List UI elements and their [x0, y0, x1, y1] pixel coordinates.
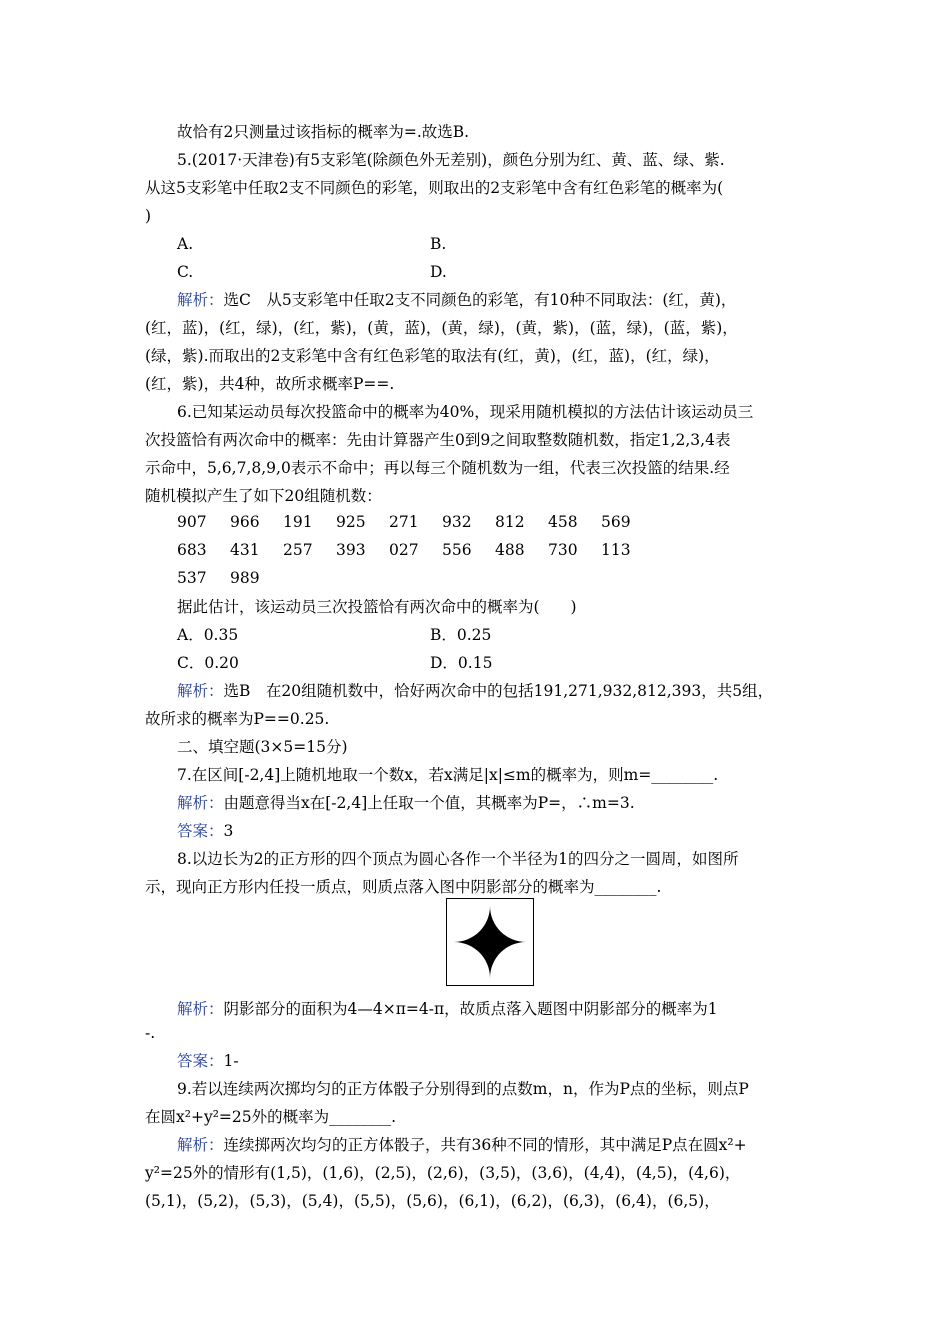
solution-label: 解析：	[177, 794, 224, 812]
question-6-stem: 6.已知某运动员每次投篮命中的概率为40%，现采用随机模拟的方法估计该运动员三	[177, 403, 754, 421]
q6-option-d: D．0.15	[430, 654, 493, 672]
question-5-stem: 5.(2017·天津卷)有5支彩笔(除颜色外无差别)，颜色分别为红、黄、蓝、绿、紫.	[177, 151, 725, 169]
answer-label: 答案：	[177, 822, 224, 840]
q5-option-a: A.	[177, 235, 194, 253]
q6-option-b: B．0.25	[430, 626, 492, 644]
random-number: 683	[177, 541, 207, 559]
solution-text: 连续掷两次均匀的正方体骰子，共有36种不同的情形，其中满足P点在圆x²+	[223, 1136, 747, 1154]
solution-label: 解析：	[177, 1136, 224, 1154]
q5-solution-line-2: (红，蓝)，(红，绿)，(红，紫)，(黄，蓝)，(黄，绿)，(黄，紫)，(蓝，绿)，(蓝，紫)，	[145, 319, 738, 337]
solution-text: 阴影部分的面积为4—4×π=4-π，故质点落入题图中阴影部分的概率为1	[223, 1000, 718, 1018]
q9-solution-line	[177, 1135, 747, 1155]
q5-solution-line	[177, 290, 736, 310]
solution-text: 选C 从5支彩笔中任取2支不同颜色的彩笔，有10种不同取法：(红，黄)，	[223, 291, 737, 309]
q8-solution-line	[177, 999, 718, 1019]
question-5-stem-cont: 从这5支彩笔中任取2支不同颜色的彩笔，则取出的2支彩笔中含有红色彩笔的概率为(	[145, 179, 724, 197]
random-number: 537	[177, 569, 207, 587]
random-number: 812	[495, 513, 525, 531]
random-number-row	[177, 513, 654, 531]
answer-label: 答案：	[177, 1052, 224, 1070]
random-number: 966	[230, 513, 260, 531]
section-heading: 二、填空题(3×5=15分)	[177, 738, 348, 756]
question-6-stem-2: 次投篮恰有两次命中的概率：先由计算器产生0到9之间取整数随机数，指定1,2,3,4表	[145, 431, 731, 449]
q7-answer-line	[177, 821, 233, 841]
question-6-stem-4: 随机模拟产生了如下20组随机数：	[145, 487, 382, 505]
question-5-paren: )	[145, 207, 152, 225]
answer-text: 1-	[223, 1052, 239, 1070]
q5-option-c: C.	[177, 263, 194, 281]
q6-option-c: C．0.20	[177, 654, 239, 672]
answer-text: 3	[223, 822, 234, 840]
solution-text: 选B 在20组随机数中，恰好两次命中的包括191,271,932,812,393，共5组，	[223, 682, 774, 700]
random-number: 556	[442, 541, 472, 559]
random-number-row	[177, 541, 654, 559]
solution-text: 由题意得当x在[-2,4]上任取一个值，其概率为P=，∴m=3.	[223, 794, 635, 812]
random-number: 932	[442, 513, 472, 531]
text-line: 故恰有2只测量过该指标的概率为=.故选B.	[177, 123, 470, 141]
question-6-ask: 据此估计，该运动员三次投篮恰有两次命中的概率为( )	[177, 598, 577, 616]
random-number: 569	[601, 513, 631, 531]
q6-option-a: A．0.35	[177, 626, 239, 644]
q9-solution-line-3: (5,1)，(5,2)，(5,3)，(5,4)，(5,5)，(5,6)，(6,1)，(6,2)，(6,3)，(6,4)，(6,5)，	[145, 1192, 720, 1210]
question-6-stem-3: 示命中，5,6,7,8,9,0表示不命中；再以每三个随机数为一组，代表三次投篮的结果.经	[145, 459, 730, 477]
random-number: 271	[389, 513, 419, 531]
q5-solution-line-3: (绿，紫).而取出的2支彩笔中含有红色彩笔的取法有(红，黄)，(红，蓝)，(红，绿)，	[145, 347, 720, 365]
solution-label: 解析：	[177, 1000, 224, 1018]
question-9-stem: 9.若以连续两次掷均匀的正方体骰子分别得到的点数m，n，作为P点的坐标，则点P	[177, 1080, 749, 1098]
random-number-row	[177, 569, 283, 587]
q8-answer-line	[177, 1051, 239, 1071]
random-number: 257	[283, 541, 313, 559]
q5-option-b: B.	[430, 235, 447, 253]
random-number: 925	[336, 513, 366, 531]
random-number: 907	[177, 513, 207, 531]
q9-solution-line-2: y²=25外的情形有(1,5)，(1,6)，(2,5)，(2,6)，(3,5)，(3,6)，(4,4)，(4,5)，(4,6)，	[145, 1164, 741, 1182]
q5-option-d: D.	[430, 263, 447, 281]
q8-solution-line-2: -.	[145, 1024, 156, 1042]
random-number: 113	[601, 541, 631, 559]
solution-label: 解析：	[177, 682, 224, 700]
random-number: 027	[389, 541, 419, 559]
random-number: 989	[230, 569, 260, 587]
solution-label: 解析：	[177, 291, 224, 309]
random-number: 458	[548, 513, 578, 531]
question-8-stem: 8.以边长为2的正方形的四个顶点为圆心各作一个半径为1的四分之一圆周，如图所	[177, 850, 739, 868]
random-number: 730	[548, 541, 578, 559]
astroid-figure	[446, 898, 534, 986]
q6-solution-line	[177, 681, 773, 701]
question-8-stem-2: 示，现向正方形内任投一质点，则质点落入图中阴影部分的概率为________.	[145, 878, 662, 896]
q5-solution-line-4: (红，紫)，共4种，故所求概率P==.	[145, 375, 395, 393]
random-number: 393	[336, 541, 366, 559]
question-9-stem-2: 在圆x²+y²=25外的概率为________.	[145, 1108, 397, 1126]
random-number: 431	[230, 541, 260, 559]
question-7-stem: 7.在区间[-2,4]上随机地取一个数x，若x满足|x|≤m的概率为，则m=________.	[177, 766, 719, 784]
random-number: 191	[283, 513, 313, 531]
random-number: 488	[495, 541, 525, 559]
q7-solution-line	[177, 793, 635, 813]
q6-solution-line-2: 故所求的概率为P==0.25.	[145, 710, 330, 728]
